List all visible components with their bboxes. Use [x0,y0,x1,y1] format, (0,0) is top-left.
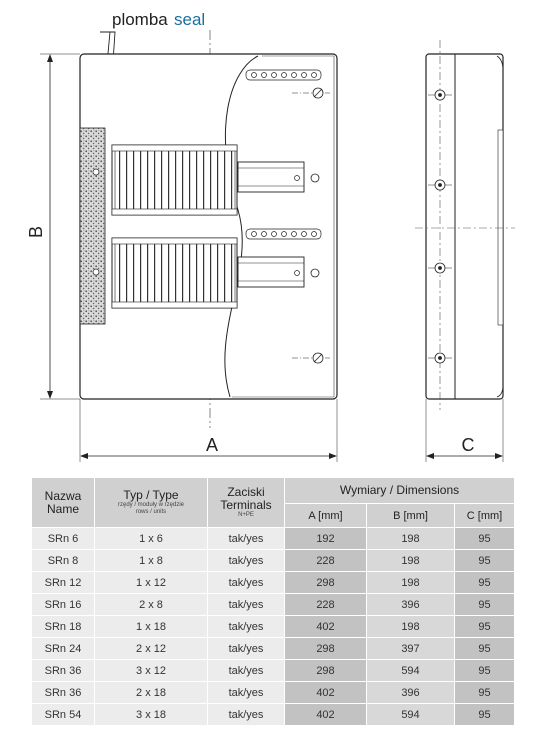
dimension-a-label: A [205,435,219,455]
cell-terminals: tak/yes [208,594,285,616]
cell-b: 396 [367,682,455,704]
seal-label-en: seal [174,10,206,29]
cell-terminals: tak/yes [208,572,285,594]
cell-type: 2 x 12 [95,638,208,660]
dimension-b-label: B [26,225,46,239]
cell-a: 298 [285,572,367,594]
cell-terminals: tak/yes [208,660,285,682]
cell-name: SRn 6 [32,528,95,550]
seal-screw-icon [93,169,99,175]
cell-name: SRn 54 [32,704,95,726]
cell-a: 228 [285,550,367,572]
cell-type: 1 x 12 [95,572,208,594]
terminal-strip-2 [246,229,321,239]
cell-c: 95 [455,660,515,682]
dimensions-table [31,477,515,726]
cell-c: 95 [455,682,515,704]
table-row [32,572,515,594]
cell-name: SRn 36 [32,660,95,682]
seal-screw-icon [93,269,99,275]
header-type-sub-1: rzędy / moduły w rzędzie [117,502,185,508]
enclosure-front-view [80,54,337,399]
cell-terminals: tak/yes [208,682,285,704]
cell-terminals: tak/yes [208,550,285,572]
table-body [32,528,515,726]
table-row [32,660,515,682]
cell-a: 298 [285,660,367,682]
cell-name: SRn 36 [32,682,95,704]
header-terminals-pl: Zaciski [227,485,265,499]
cell-b: 198 [367,550,455,572]
cell-type: 2 x 8 [95,594,208,616]
cell-terminals: tak/yes [208,704,285,726]
cell-type: 1 x 6 [95,528,208,550]
cell-b: 396 [367,594,455,616]
header-type-main: Typ / Type [123,488,179,502]
cell-type: 3 x 18 [95,704,208,726]
cell-b: 198 [367,572,455,594]
cell-c: 95 [455,594,515,616]
header-a: A [mm] [285,504,367,528]
table-row [32,616,515,638]
cell-b: 594 [367,660,455,682]
header-terminals [208,478,285,528]
cell-terminals: tak/yes [208,616,285,638]
cell-type: 3 x 12 [95,660,208,682]
table-row [32,528,515,550]
table-row [32,594,515,616]
cell-terminals: tak/yes [208,638,285,660]
cell-type: 2 x 18 [95,682,208,704]
cell-c: 95 [455,550,515,572]
header-c: C [mm] [455,504,515,528]
din-rail-1 [238,162,304,192]
cell-name: SRn 16 [32,594,95,616]
cell-c: 95 [455,616,515,638]
seal-strip [80,128,105,324]
header-type-sub-2: rows / units [135,509,167,515]
header-terminals-sub: N+PE [238,512,254,518]
header-name [32,478,95,528]
header-b: B [mm] [367,504,455,528]
cell-name: SRn 12 [32,572,95,594]
cell-name: SRn 24 [32,638,95,660]
table-row [32,704,515,726]
enclosure-side-view [415,40,515,410]
cell-b: 594 [367,704,455,726]
header-dimensions: Wymiary / Dimensions [285,478,515,504]
cell-type: 1 x 8 [95,550,208,572]
cell-a: 298 [285,638,367,660]
cell-c: 95 [455,704,515,726]
cell-b: 198 [367,528,455,550]
header-terminals-en: Terminals [220,498,272,512]
header-name-pl: Nazwa [44,488,82,503]
cell-a: 402 [285,616,367,638]
cell-a: 402 [285,704,367,726]
cell-a: 402 [285,682,367,704]
cell-c: 95 [455,638,515,660]
cell-a: 192 [285,528,367,550]
cell-name: SRn 18 [32,616,95,638]
header-name-en: Name [46,501,79,516]
din-rail-2 [238,257,304,287]
dimension-b [40,54,80,399]
terminal-strip-1 [246,70,321,80]
cell-c: 95 [455,528,515,550]
table-row [32,638,515,660]
table-row [32,682,515,704]
cell-b: 397 [367,638,455,660]
cell-type: 1 x 18 [95,616,208,638]
table-row [32,550,515,572]
cell-a: 228 [285,594,367,616]
cell-terminals: tak/yes [208,528,285,550]
cell-c: 95 [455,572,515,594]
cell-b: 198 [367,616,455,638]
seal-label [112,10,205,29]
header-type [95,478,208,528]
seal-label-pl: plomba [112,10,168,29]
cell-name: SRn 8 [32,550,95,572]
dimension-c-label: C [461,435,475,455]
